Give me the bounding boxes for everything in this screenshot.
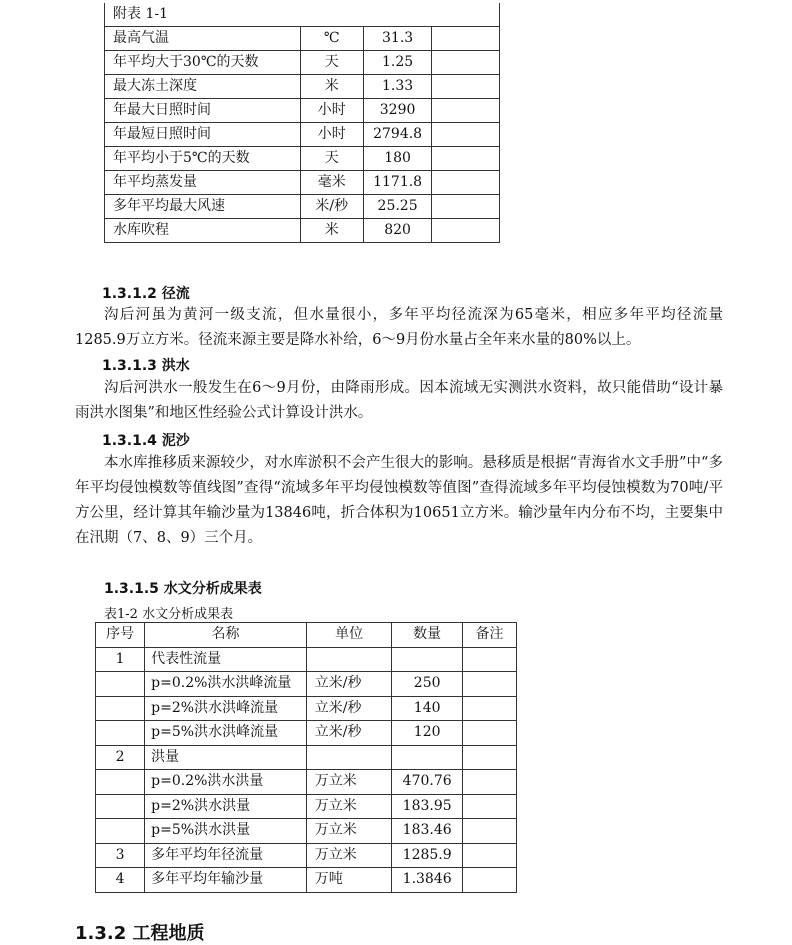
table-row: [96, 819, 517, 844]
table-cell: [432, 195, 500, 219]
table-row: [105, 75, 500, 99]
table-cell: [306, 745, 392, 770]
column-header: 序号: [96, 623, 145, 648]
table-row: [105, 123, 500, 147]
table-caption-results: 表1-2 水文分析成果表: [104, 607, 234, 622]
section-heading-geology: 1.3.2 工程地质: [75, 923, 205, 944]
table-cell: 米: [300, 219, 363, 243]
table-cell: [462, 868, 516, 893]
table-cell: 天: [300, 51, 363, 75]
table-cell: [432, 171, 500, 195]
table-cell: p=0.2%洪水洪量: [145, 770, 307, 795]
table-cell: [96, 721, 145, 746]
table-row: [96, 868, 517, 893]
table-cell: [432, 123, 500, 147]
table-cell: 2: [96, 745, 145, 770]
table-cell: 3: [96, 843, 145, 868]
table-header-row: [96, 623, 517, 648]
table-cell: [306, 647, 392, 672]
table-cell: [432, 51, 500, 75]
table-caption: 附表 1-1: [105, 3, 500, 27]
table-cell: p=5%洪水洪量: [145, 819, 307, 844]
table-row: [96, 745, 517, 770]
table-cell: [462, 647, 516, 672]
table-cell: 水库吹程: [105, 219, 301, 243]
table-cell: 多年平均年输沙量: [145, 868, 307, 893]
table-cell: 1171.8: [363, 171, 432, 195]
table-row: [105, 195, 500, 219]
column-header: 备注: [462, 623, 516, 648]
table-row: [96, 696, 517, 721]
table-cell: [392, 745, 463, 770]
table-cell: 470.76: [392, 770, 463, 795]
table-row: [96, 794, 517, 819]
hydrology-results-table: [95, 622, 517, 893]
paragraph-sediment: 本水库推移质来源较少，对水库淤积不会产生很大的影响。悬移质是根据“青海省水文手册”中“多年平均侵蚀模数等值线图”查得“流域多年平均侵蚀模数等值图”查得流域多年平均侵蚀模数为70吨/平方公里，经计算其年输沙量为13846吨，折合体积为10651立方米。输沙量年内分布不均，主要集中在汛期（7、8、9）三个月。: [75, 455, 723, 546]
table-cell: 多年平均年径流量: [145, 843, 307, 868]
table-cell: 年平均蒸发量: [105, 171, 301, 195]
table-cell: [432, 99, 500, 123]
table-cell: [462, 696, 516, 721]
table-cell: 米/秒: [300, 195, 363, 219]
table-cell: 120: [392, 721, 463, 746]
table-row: [105, 99, 500, 123]
table-row: [96, 843, 517, 868]
table-cell: 1.33: [363, 75, 432, 99]
table-cell: 洪量: [145, 745, 307, 770]
table-cell: [462, 721, 516, 746]
table-cell: [96, 819, 145, 844]
table-cell: 万立米: [306, 843, 392, 868]
table-cell: 最高气温: [105, 27, 301, 51]
table-cell: 1.3846: [392, 868, 463, 893]
table-cell: 万立米: [306, 794, 392, 819]
table-cell: 年最大日照时间: [105, 99, 301, 123]
table-cell: 1.25: [363, 51, 432, 75]
table-cell: 年平均大于30℃的天数: [105, 51, 301, 75]
table-cell: [432, 219, 500, 243]
table-cell: p=2%洪水洪峰流量: [145, 696, 307, 721]
table-cell: p=5%洪水洪峰流量: [145, 721, 307, 746]
table-cell: [462, 794, 516, 819]
table-cell: [432, 75, 500, 99]
table-cell: [462, 745, 516, 770]
table-cell: 180: [363, 147, 432, 171]
table-cell: 万立米: [306, 819, 392, 844]
table-cell: [392, 647, 463, 672]
climate-table: [104, 3, 500, 243]
table-cell: [96, 794, 145, 819]
table-cell: [432, 147, 500, 171]
table-cell: 立米/秒: [306, 696, 392, 721]
table-cell: 140: [392, 696, 463, 721]
table-cell: [462, 672, 516, 697]
table-cell: 小时: [300, 123, 363, 147]
section-heading-sediment: 1.3.1.4 泥沙: [102, 433, 190, 449]
table-row: [105, 51, 500, 75]
table-cell: 立米/秒: [306, 721, 392, 746]
paragraph-runoff: 沟后河虽为黄河一级支流，但水量很小，多年平均径流深为65毫米，相应多年平均径流量1285.9万立方米。径流来源主要是降水补给，6～9月份水量占全年来水量的80%以上。: [75, 307, 723, 348]
table-cell: p=2%洪水洪量: [145, 794, 307, 819]
section-heading-runoff: 1.3.1.2 径流: [102, 286, 190, 302]
table-cell: 250: [392, 672, 463, 697]
table-cell: 最大冻土深度: [105, 75, 301, 99]
table-cell: [96, 696, 145, 721]
table-cell: 毫米: [300, 171, 363, 195]
table-cell: ℃: [300, 27, 363, 51]
table-row: [105, 171, 500, 195]
section-heading-flood: 1.3.1.3 洪水: [102, 358, 190, 374]
column-header: 单位: [306, 623, 392, 648]
table-cell: 2794.8: [363, 123, 432, 147]
table-cell: 多年平均最大风速: [105, 195, 301, 219]
table-cell: [96, 770, 145, 795]
table-cell: 代表性流量: [145, 647, 307, 672]
table-cell: 820: [363, 219, 432, 243]
table-row: [96, 770, 517, 795]
table-cell: 183.46: [392, 819, 463, 844]
table-cell: 25.25: [363, 195, 432, 219]
table-cell: 年平均小于5℃的天数: [105, 147, 301, 171]
table-row: [96, 647, 517, 672]
table-cell: p=0.2%洪水洪峰流量: [145, 672, 307, 697]
table-row: [96, 672, 517, 697]
table-cell: [462, 843, 516, 868]
table-row: [105, 27, 500, 51]
table-cell: 米: [300, 75, 363, 99]
table-cell: 1285.9: [392, 843, 463, 868]
table-cell: [462, 770, 516, 795]
paragraph-flood: 沟后河洪水一般发生在6～9月份，由降雨形成。因本流域无实测洪水资料，故只能借助“设计暴雨洪水图集”和地区性经验公式计算设计洪水。: [75, 380, 723, 421]
table-cell: [462, 819, 516, 844]
table-row: [96, 721, 517, 746]
table-cell: [96, 672, 145, 697]
table-row: [105, 219, 500, 243]
table-cell: 立米/秒: [306, 672, 392, 697]
table-cell: 183.95: [392, 794, 463, 819]
table-cell: 万立米: [306, 770, 392, 795]
table-cell: [432, 27, 500, 51]
table-cell: 31.3: [363, 27, 432, 51]
table-cell: 小时: [300, 99, 363, 123]
table-cell: 3290: [363, 99, 432, 123]
table-row: [105, 147, 500, 171]
table-cell: 1: [96, 647, 145, 672]
column-header: 名称: [145, 623, 307, 648]
table-cell: 年最短日照时间: [105, 123, 301, 147]
column-header: 数量: [392, 623, 463, 648]
table-cell: 天: [300, 147, 363, 171]
table-cell: 4: [96, 868, 145, 893]
table-cell: 万吨: [306, 868, 392, 893]
section-heading-results: 1.3.1.5 水文分析成果表: [104, 581, 262, 597]
